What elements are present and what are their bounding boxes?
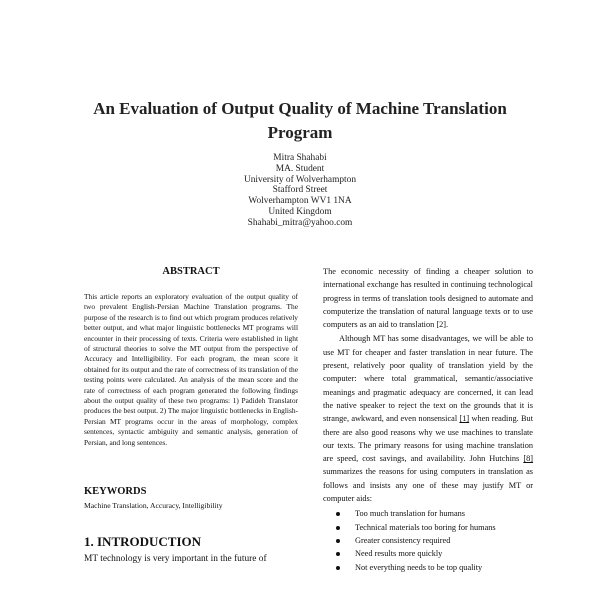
author-block xyxy=(150,153,450,229)
paragraph-economic-necessity: The economic necessity of finding a cheaper solution to international exchange has resulted in continuing technological progress in terms of translation tools designed to automate and computerize the translation of natural language texts or to use computers as an aid to translation [2]. xyxy=(323,267,533,330)
author-city: Wolverhampton WV1 1NA xyxy=(248,196,352,207)
paragraph-text-part: Although MT has some disadvantages, we will be able to use MT for cheaper and faster translation in near future. The present, relatively poor quality of translation yield by the computer: where total grammatical, semantic/associative meanings and pragmatic adequacy are concerned, it can lead the native speaker to reject the text on the grounds that it is strange, awkward, and even nonsensical xyxy=(323,334,533,424)
keywords-heading: KEYWORDS xyxy=(84,486,147,498)
abstract-heading: ABSTRACT xyxy=(162,266,220,277)
reasons-list xyxy=(323,507,533,573)
author-email: Shahabi_mitra@yahoo.com xyxy=(247,217,353,228)
left-column xyxy=(84,265,298,566)
paragraph-mt-disadvantages xyxy=(323,332,533,505)
introduction-text: MT technology is very important in the future of xyxy=(84,554,267,565)
paragraph-text-part: when reading. But there are also good reasons why we use machines to translate our texts. The primary reasons for using machine translation are speed, cost savings, and availability. John Hutchins xyxy=(323,414,533,464)
title-line-2: Program xyxy=(267,123,333,142)
title-line-1: An Evaluation of Output Quality of Machine Translation xyxy=(93,99,507,118)
author-university: University of Wolverhampton xyxy=(243,174,357,185)
author-country: United Kingdom xyxy=(268,206,332,217)
list-item: Not everything needs to be top quality xyxy=(323,561,533,574)
right-column xyxy=(323,265,533,574)
paragraph-text-part: summarizes the reasons for using computers in translation as follows and insists any one of these may justify MT or computer aids: xyxy=(323,467,533,504)
author-degree: MA. Student xyxy=(275,163,325,174)
keywords-text: Machine Translation, Accuracy, Intelligibility xyxy=(84,501,223,511)
citation-link[interactable]: [8] xyxy=(523,454,533,464)
abstract-text: This article reports an exploratory evaluation of the output quality of two prevalent English-Persian Machine Translation programs. The purpose of the research is to find out which program produces relatively better output, and what major linguistic bottlenecks MT programs will encounter in their processing of texts. Criteria were established in light of structural theories to solve the MT output from the perspective of Accuracy and Intelligibility. For each program, the mean score it obtained for its output and the rate of correctness of its translation of the testing points were calculated. An analysis of the mean score and the rate of correctness of each program generated the following findings about the output quality of these two programs: 1) Padideh Translator produces the best output. 2) The major linguistic bottlenecks in English-Persian MT programs occur in the areas of morphology, complex sentences, syntactic ambiguity and semantic analysis, generation of Persian, and long sentences. xyxy=(84,292,298,447)
list-item: Greater consistency required xyxy=(323,534,533,547)
introduction-heading: 1. INTRODUCTION xyxy=(84,534,202,550)
list-item: Technical materials too boring for humans xyxy=(323,521,533,534)
list-item: Need results more quickly xyxy=(323,547,533,560)
author-street: Stafford Street xyxy=(272,185,328,196)
list-item: Too much translation for humans xyxy=(323,507,533,520)
citation-link[interactable]: [1] xyxy=(459,414,470,424)
author-name: Mitra Shahabi xyxy=(273,153,327,163)
paper-title xyxy=(60,97,540,145)
